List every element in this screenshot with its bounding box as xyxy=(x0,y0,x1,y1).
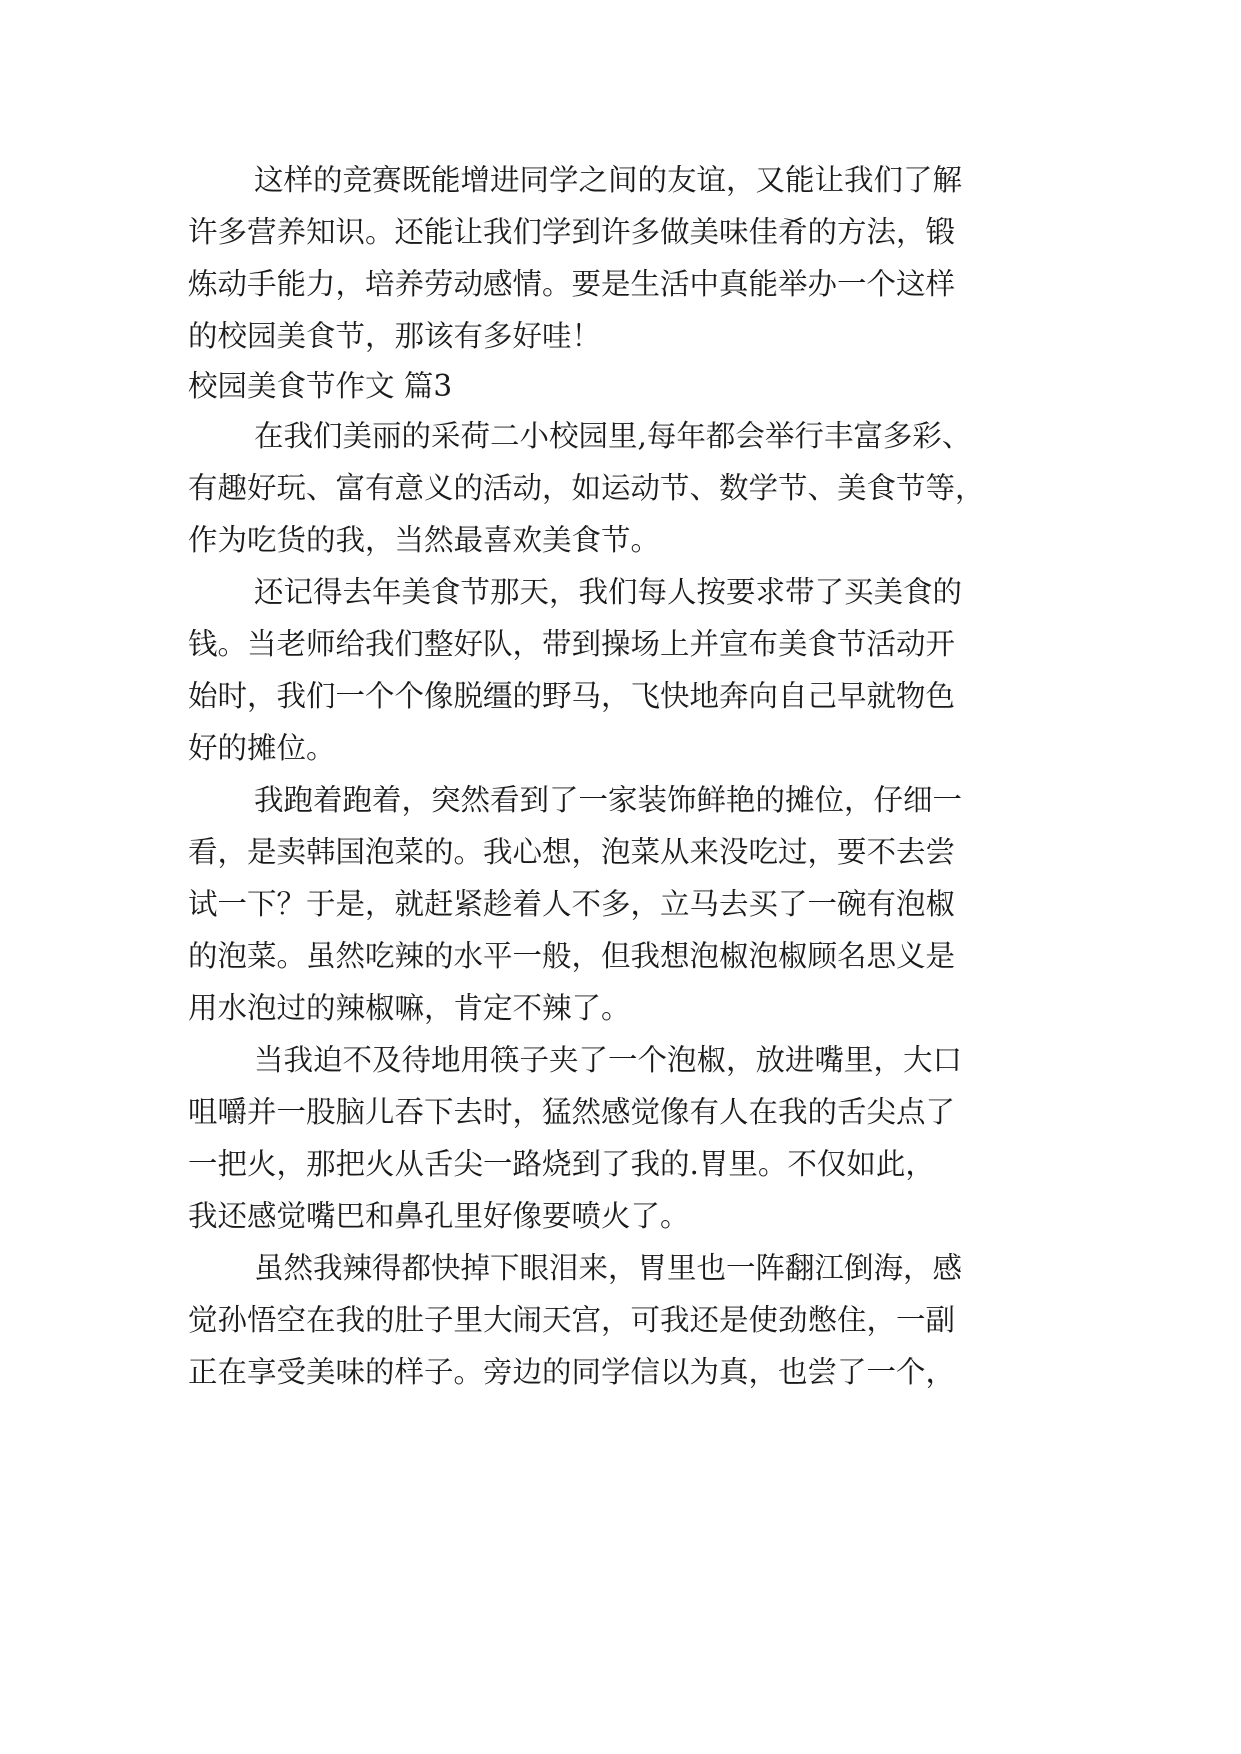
paragraph-line: 一把火，那把火从舌尖一路烧到了我的.胃里。不仅如此， xyxy=(188,1147,935,1181)
paragraph-line: 钱。当老师给我们整好队，带到操场上并宣布美食节活动开 xyxy=(188,627,956,661)
paragraph-line: 觉孙悟空在我的肚子里大闹天宫，可我还是使劲憋住，一副 xyxy=(188,1303,956,1337)
paragraph-line: 虽然我辣得都快掉下眼泪来，胃里也一阵翻江倒海，感 xyxy=(254,1251,963,1285)
paragraph-line: 有趣好玩、富有意义的活动，如运动节、数学节、美食节等， xyxy=(188,471,985,505)
paragraph-line: 的校园美食节，那该有多好哇！ xyxy=(188,319,602,353)
paragraph-line: 炼动手能力，培养劳动感情。要是生活中真能举办一个这样 xyxy=(188,267,956,301)
paragraph-line: 的泡菜。虽然吃辣的水平一般，但我想泡椒泡椒顾名思义是 xyxy=(188,939,956,973)
paragraph-line: 许多营养知识。还能让我们学到许多做美味佳肴的方法，锻 xyxy=(188,215,956,249)
paragraph-line: 用水泡过的辣椒嘛，肯定不辣了。 xyxy=(188,991,631,1025)
section-heading: 校园美食节作文 篇3 xyxy=(188,369,453,403)
paragraph-line: 我跑着跑着，突然看到了一家装饰鲜艳的摊位，仔细一 xyxy=(254,783,963,817)
paragraph-line: 这样的竞赛既能增进同学之间的友谊，又能让我们了解 xyxy=(254,163,963,197)
paragraph-line: 看，是卖韩国泡菜的。我心想，泡菜从来没吃过，要不去尝 xyxy=(188,835,956,869)
paragraph-line: 作为吃货的我，当然最喜欢美食节。 xyxy=(188,523,661,557)
paragraph-line: 我还感觉嘴巴和鼻孔里好像要喷火了。 xyxy=(188,1199,690,1233)
paragraph-line: 始时，我们一个个像脱缰的野马，飞快地奔向自己早就物色 xyxy=(188,679,956,713)
paragraph-line: 在我们美丽的采荷二小校园里,每年都会举行丰富多彩、 xyxy=(254,419,972,453)
paragraph-line: 好的摊位。 xyxy=(188,731,336,765)
paragraph-line: 正在享受美味的样子。旁边的同学信以为真，也尝了一个， xyxy=(188,1355,956,1389)
paragraph-line: 试一下？于是，就赶紧趁着人不多，立马去买了一碗有泡椒 xyxy=(188,887,956,921)
paragraph-line: 咀嚼并一股脑儿吞下去时，猛然感觉像有人在我的舌尖点了 xyxy=(188,1095,956,1129)
paragraph-line: 当我迫不及待地用筷子夹了一个泡椒，放进嘴里，大口 xyxy=(254,1043,963,1077)
paragraph-line: 还记得去年美食节那天，我们每人按要求带了买美食的 xyxy=(254,575,963,609)
